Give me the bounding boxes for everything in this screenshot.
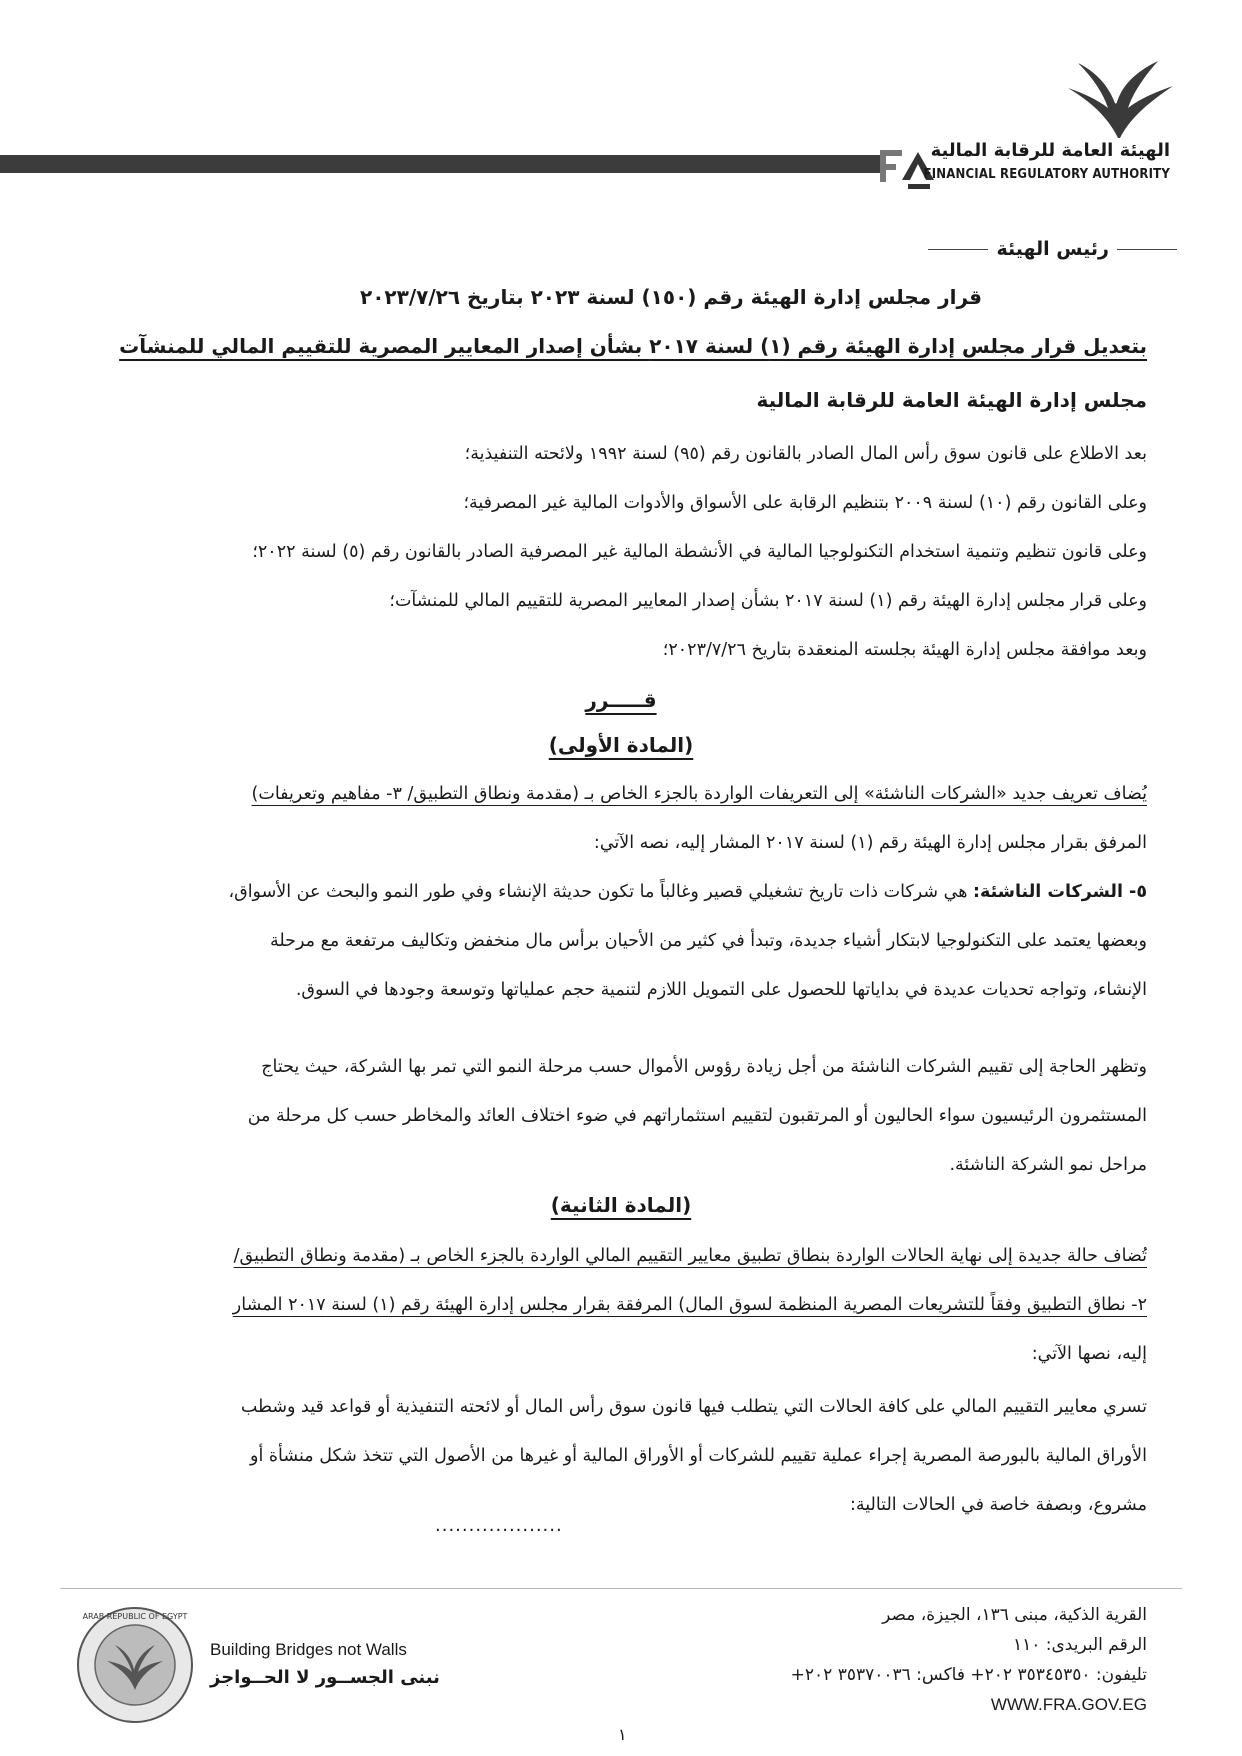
page-number: ١ <box>618 1725 627 1744</box>
board-heading: مجلس إدارة الهيئة العامة للرقابة المالية <box>756 388 1147 412</box>
definition-line: الإنشاء، وتواجه تحديات عديدة في بداياتها للحصول على التمويل اللازم لتنمية حجم عملياتها وتوسعة وجودها في السوق. <box>295 980 1147 1000</box>
note-line: مراحل نمو الشركة الناشئة. <box>949 1155 1147 1175</box>
article-2-intro-line: تُضاف حالة جديدة إلى نهاية الحالات الواردة بنطاق تطبيق معايير التقييم المالي الواردة بالجزء الخاص بـ (مقدمة ونطاق التطبيق/ <box>233 1246 1147 1266</box>
definition-text: هي شركات ذات تاريخ تشغيلي قصير وغالباً ما تكون حديثة الإنشاء وفي طور النمو والبحث عن الأسواق، <box>228 882 974 902</box>
postal-code: الرقم البريدى: ١١٠ <box>1012 1635 1147 1655</box>
preamble-line: وعلى قرار مجلس إدارة الهيئة رقم (١) لسنة ٢٠١٧ بشأن إصدار المعايير المصرية للتقييم المالي للمنشآت؛ <box>389 591 1147 611</box>
preamble-line: وعلى القانون رقم (١٠) لسنة ٢٠٠٩ بتنظيم الرقابة على الأسواق والأدوات المالية غير المصرفية؛ <box>463 493 1147 513</box>
eagle-logo-icon <box>1048 58 1188 148</box>
preamble-line: وعلى قانون تنظيم وتنمية استخدام التكنولوجيا المالية في الأنشطة المالية غير المصرفية الصادر بالقانون رقم (٥) لسنة ٢٠٢٢؛ <box>252 542 1147 562</box>
divider <box>1117 249 1177 250</box>
article-1-heading: (المادة الأولى) <box>548 733 694 757</box>
decided-heading: قـــــرر <box>585 688 657 712</box>
org-name-arabic: الهيئة العامة للرقابة المالية <box>930 140 1170 161</box>
slogan-english: Building Bridges not Walls <box>210 1640 407 1659</box>
article-2-intro-line: ٢- نطاق التطبيق وفقاً للتشريعات المصرية المنظمة لسوق المال) المرفقة بقرار مجلس إدارة الهيئة رقم (١) لسنة ٢٠١٧ المشار <box>232 1295 1147 1315</box>
article-1-intro-line: يُضاف تعريف جديد «الشركات الناشئة» إلى التعريفات الواردة بالجزء الخاص بـ (مقدمة ونطاق التطبيق/ ٣- مفاهيم وتعريفات) <box>251 784 1147 804</box>
article-1-intro-line: المرفق بقرار مجلس إدارة الهيئة رقم (١) لسنة ٢٠١٧ المشار إليه، نصه الآتي: <box>593 833 1147 853</box>
ellipsis: ................... <box>435 1515 563 1536</box>
definition-term: ٥- الشركات الناشئة: <box>973 882 1147 902</box>
note-line: وتظهر الحاجة إلى تقييم الشركات الناشئة من أجل زيادة رؤوس الأموال حسب مرحلة النمو التي تمر بها الشركة، حيث يحتاج <box>261 1057 1147 1077</box>
preamble-line: بعد الاطلاع على قانون سوق رأس المال الصادر بالقانون رقم (٩٥) لسنة ١٩٩٢ ولائحته التنفيذية؛ <box>464 444 1147 464</box>
org-name-english: FINANCIAL REGULATORY AUTHORITY <box>923 167 1170 182</box>
address-line: القرية الذكية، مبنى ١٣٦، الجيزة، مصر <box>882 1605 1147 1625</box>
article-2-text-line: الأوراق المالية بالبورصة المصرية إجراء عملية تقييم للشركات أو الأوراق المالية أو غيرها من الأصول التي تتخذ شكل منشأة أو <box>250 1446 1147 1466</box>
decision-subject: بتعديل قرار مجلس إدارة الهيئة رقم (١) لسنة ٢٠١٧ بشأن إصدار المعايير المصرية للتقييم المالي للمنشآت <box>119 334 1147 358</box>
footer-divider <box>60 1588 1182 1589</box>
slogan-arabic: نبنى الجســور لا الحــواجز <box>210 1667 440 1688</box>
article-1-body <box>95 770 1147 1015</box>
divider <box>928 249 988 250</box>
definition-line: وبعضها يعتمد على التكنولوجيا لابتكار أشياء جديدة، وتبدأ في كثير من الأحيان برأس مال منخفض وتكاليف مرتفعة مع مرحلة <box>270 931 1147 951</box>
article-2-intro <box>95 1232 1147 1379</box>
website-link[interactable]: WWW.FRA.GOV.EG <box>990 1695 1147 1714</box>
article-1-note <box>95 1043 1147 1190</box>
article-2-text-line: تسري معايير التقييم المالي على كافة الحالات التي يتطلب فيها قانون سوق رأس المال أو لائحته التنفيذية أو قواعد قيد وشطب <box>240 1397 1147 1417</box>
contact-block <box>791 1600 1147 1720</box>
note-line: المستثمرون الرئيسيون سواء الحاليون أو المرتقبون لتقييم استثماراتهم في ضوء اختلاف العائد والمخاطر حسب كل مرحلة من <box>247 1106 1147 1126</box>
definition-line <box>95 868 1147 917</box>
article-2-heading: (المادة الثانية) <box>550 1193 692 1217</box>
chairman-text: رئيس الهيئة <box>996 238 1109 260</box>
svg-text:ARAB REPUBLIC OF EGYPT: ARAB REPUBLIC OF EGYPT <box>82 1612 188 1621</box>
phone-fax: تليفون: ٣٥٣٤٥٣٥٠ ٢٠٢+ فاكس: ٣٥٣٧٠٠٣٦ ٢٠٢+ <box>790 1665 1147 1685</box>
article-2-text <box>95 1383 1147 1530</box>
chairman-label <box>928 238 1177 260</box>
preamble-line: وبعد موافقة مجلس إدارة الهيئة بجلسته المنعقدة بتاريخ ٢٠٢٣/٧/٢٦؛ <box>662 640 1147 660</box>
authority-seal-icon <box>75 1605 195 1725</box>
article-2-text-line: مشروع، وبصفة خاصة في الحالات التالية: <box>849 1495 1147 1515</box>
decision-title: قرار مجلس إدارة الهيئة رقم (١٥٠) لسنة ٢٠٢٣ بتاريخ ٢٠٢٣/٧/٢٦ <box>359 285 982 309</box>
article-2-intro-line: إليه، نصها الآتي: <box>1031 1344 1147 1364</box>
header-band <box>0 155 880 173</box>
preamble <box>95 430 1147 675</box>
